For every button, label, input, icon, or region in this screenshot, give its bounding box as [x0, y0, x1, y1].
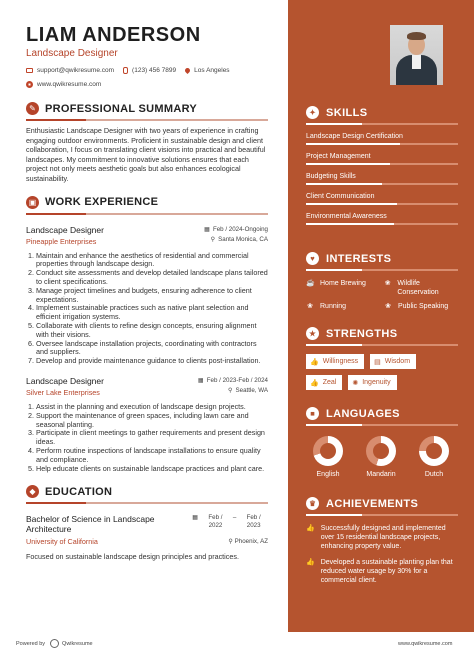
skills-heading: SKILLS	[326, 106, 368, 119]
skill-level-bar	[306, 183, 458, 185]
powered-by-text: Powered by	[16, 640, 46, 647]
skill-level-bar	[306, 203, 458, 205]
skill-item	[306, 192, 458, 205]
languages-heading: LANGUAGES	[326, 407, 400, 420]
website-link[interactable]: www.qwikresume.com	[37, 81, 102, 88]
skill-item	[306, 152, 458, 165]
strength-chip	[348, 375, 396, 390]
skill-level-bar	[306, 163, 458, 165]
section-divider	[306, 123, 458, 125]
achievement-text: Successfully designed and implemented over 15 residential landscape projects, enhancing property value.	[320, 525, 446, 550]
education-location: Phoenix, AZ	[234, 538, 268, 546]
education-degree: Bachelor of Science in Landscape Architecture	[26, 514, 155, 535]
skill-level-fill	[306, 183, 382, 185]
skill-label: Environmental Awareness	[306, 213, 387, 220]
list-item: 3. Participate in client meetings to gather requirements and present design ideas.	[36, 429, 268, 447]
thumbs-up-icon: 👍	[306, 559, 315, 566]
skills-section	[306, 106, 458, 225]
section-divider	[306, 424, 458, 426]
list-item: 5. Collaborate with clients to refine design concepts, ensuring alignment with their visions.	[36, 322, 268, 340]
achievements-heading: ACHIEVEMENTS	[326, 497, 419, 510]
education-entry: Bachelor of Science in Landscape Architecture ▦ Feb / 2022 – Feb / 2023	[26, 514, 268, 534]
languages-section	[306, 407, 458, 478]
list-item: 1. Maintain and enhance the aesthetics of residential and commercial properties through landscape design.	[36, 252, 268, 270]
skill-label: Client Communication	[306, 193, 375, 200]
language-item	[412, 436, 456, 478]
strengths-heading: STRENGTHS	[326, 327, 398, 340]
achievement-item	[306, 558, 458, 585]
lightbulb-icon: ✦	[306, 106, 319, 119]
interests-heading: INTERESTS	[326, 252, 392, 265]
language-item	[306, 436, 350, 478]
skill-label: Budgeting Skills	[306, 173, 356, 180]
language-label: Mandarin	[366, 471, 396, 478]
skill-item	[306, 172, 458, 185]
interest-item	[384, 302, 458, 311]
brand-link[interactable]: Qwikresume	[62, 640, 93, 647]
achievement-item	[306, 524, 458, 551]
job-entry	[26, 376, 268, 473]
interest-label: Wildlife Conservation	[397, 280, 439, 296]
globe-icon	[26, 81, 33, 88]
language-proficiency-ring	[366, 436, 396, 466]
list-item: 6. Oversee landscape installation projects, coordinating with contractors and suppliers.	[36, 340, 268, 358]
chat-icon: ■	[306, 407, 319, 420]
job-title: Landscape Designer	[26, 48, 118, 59]
achievements-section	[306, 497, 458, 592]
job-entry-dates: Feb / 2024-Ongoing	[212, 225, 268, 233]
experience-heading: WORK EXPERIENCE	[45, 196, 159, 209]
trophy-icon: ♛	[306, 497, 319, 510]
list-item: 3. Manage project timelines and budgets, ensuring adherence to client expectations.	[36, 287, 268, 305]
sidebar	[288, 0, 474, 632]
skill-item	[306, 212, 458, 225]
strength-label: Zeal	[322, 379, 337, 386]
skill-level-fill	[306, 143, 400, 145]
qwikresume-logo-icon	[50, 639, 59, 648]
lightbulb-icon: ✺	[352, 379, 359, 387]
briefcase-icon: ▣	[26, 196, 39, 209]
skill-level-fill	[306, 223, 394, 225]
language-label: English	[316, 471, 340, 478]
footer-website-link[interactable]: www.qwikresume.com	[398, 641, 453, 647]
education-heading: EDUCATION	[45, 485, 113, 498]
strength-label: Willingness	[322, 358, 359, 365]
job-entry	[26, 225, 268, 366]
calendar-icon: ▦	[197, 376, 204, 384]
language-proficiency-ring	[313, 436, 343, 466]
education-end: Feb / 2023	[246, 514, 261, 530]
strength-label: Wisdom	[384, 358, 411, 365]
website-row	[26, 81, 268, 88]
heart-icon: ♥	[306, 252, 319, 265]
job-entry-bullets	[26, 252, 268, 366]
achievement-text: Developed a sustainable planting plan that reduced water usage by 30% for a commercial client.	[320, 559, 453, 584]
job-entry-dates: Feb / 2023-Feb / 2024	[206, 376, 268, 384]
strength-label: Ingenuity	[362, 379, 391, 386]
summary-heading-row	[26, 102, 268, 115]
paw-icon: ❀	[385, 303, 391, 310]
star-icon: ★	[306, 327, 319, 340]
avatar	[390, 25, 443, 85]
location-text: Los Angeles	[194, 67, 230, 74]
education-heading-row	[26, 485, 268, 498]
strengths-section	[306, 327, 458, 396]
job-entry-company: Pineapple Enterprises	[26, 236, 97, 246]
calendar-icon: ▦	[192, 514, 199, 522]
pin-icon: ⚲	[210, 235, 216, 243]
phone-icon	[123, 67, 128, 74]
job-entry-location: Santa Monica, CA	[218, 235, 268, 243]
education-school: University of California	[26, 537, 98, 547]
interest-item	[384, 279, 458, 297]
interest-item	[306, 302, 380, 311]
experience-heading-row	[26, 196, 268, 209]
language-proficiency-ring	[419, 436, 449, 466]
summary-text: Enthusiastic Landscape Designer with two years of experience in crafting engaging outdoor environments. Proficient in sustainable design and client collaboration, I focus on translating client visions into practical and beautiful landscapes. My commitment to innovative solutions ensures that each project not only meets aesthetic goals but also enhances ecological sustainability.	[26, 126, 266, 183]
graduation-cap-icon: ◆	[26, 485, 39, 498]
section-divider	[26, 213, 268, 215]
email-icon	[26, 68, 33, 73]
book-icon: ▤	[374, 358, 381, 366]
list-item: 4. Perform routine inspections of landscape installations to ensure quality and compliance.	[36, 447, 268, 465]
phone-text: (123) 456 7899	[132, 67, 177, 74]
pin-icon: ⚲	[228, 386, 233, 394]
education-description: Focused on sustainable landscape design principles and practices.	[26, 552, 239, 562]
section-divider	[26, 119, 268, 121]
skill-label: Landscape Design Certification	[306, 133, 403, 140]
section-divider	[306, 514, 458, 516]
skill-level-bar	[306, 143, 458, 145]
interest-label: Running	[320, 303, 347, 310]
job-entry-title: Landscape Designer	[26, 375, 104, 386]
location-icon	[184, 67, 191, 74]
language-label: Dutch	[424, 471, 444, 478]
lightbulb-icon: ✎	[26, 102, 39, 115]
list-item: 4. Implement sustainable practices such as native plant selection and efficient irrigation systems.	[36, 304, 268, 322]
contact-row	[26, 67, 268, 74]
interest-label: Public Speaking	[398, 303, 449, 310]
interest-item	[306, 279, 380, 297]
section-divider	[306, 269, 458, 271]
beer-icon: ☕	[306, 280, 315, 287]
thumbs-up-icon: 👍	[306, 525, 315, 532]
footer	[16, 639, 93, 648]
paw-icon: ❀	[384, 280, 391, 287]
email-text[interactable]: support@qwikresume.com	[37, 67, 115, 74]
interest-label: Home Brewing	[320, 280, 366, 287]
skill-level-fill	[306, 163, 390, 165]
job-entry-bullets	[26, 403, 268, 473]
skill-item	[306, 132, 458, 145]
calendar-icon: ▦	[204, 225, 210, 233]
job-entry-title: Landscape Designer	[26, 224, 104, 235]
strength-chip	[306, 354, 364, 369]
section-divider	[26, 502, 268, 504]
language-item	[359, 436, 403, 478]
strength-chip	[370, 354, 416, 369]
thumbs-up-icon: 👍	[310, 358, 319, 366]
education-start: Feb / 2022	[208, 514, 223, 530]
section-divider	[306, 344, 458, 346]
skill-label: Project Management	[306, 153, 371, 160]
list-item: 2. Conduct site assessments and develop detailed landscape plans tailored to client specifications.	[36, 269, 268, 287]
job-entry-location: Seattle, WA	[235, 386, 268, 394]
job-entry-company: Silver Lake Enterprises	[26, 387, 100, 397]
paw-icon: ❀	[307, 303, 313, 310]
skill-level-fill	[306, 203, 397, 205]
skill-level-bar	[306, 223, 458, 225]
list-item: 7. Develop and provide maintenance guidance to clients post-installation.	[36, 357, 268, 366]
candidate-name: LIAM ANDERSON	[26, 24, 201, 46]
thumbs-up-icon: 👍	[310, 379, 319, 387]
list-item: 1. Assist in the planning and execution of landscape design projects.	[36, 403, 268, 412]
pin-icon: ⚲	[228, 538, 235, 546]
interests-section	[306, 252, 458, 311]
strength-chip	[306, 375, 342, 390]
summary-heading: PROFESSIONAL SUMMARY	[45, 102, 198, 115]
list-item: 5. Help educate clients on sustainable landscape practices and plant care.	[36, 465, 268, 474]
list-item: 2. Support the maintenance of green spaces, including lawn care and seasonal planting.	[36, 412, 268, 430]
